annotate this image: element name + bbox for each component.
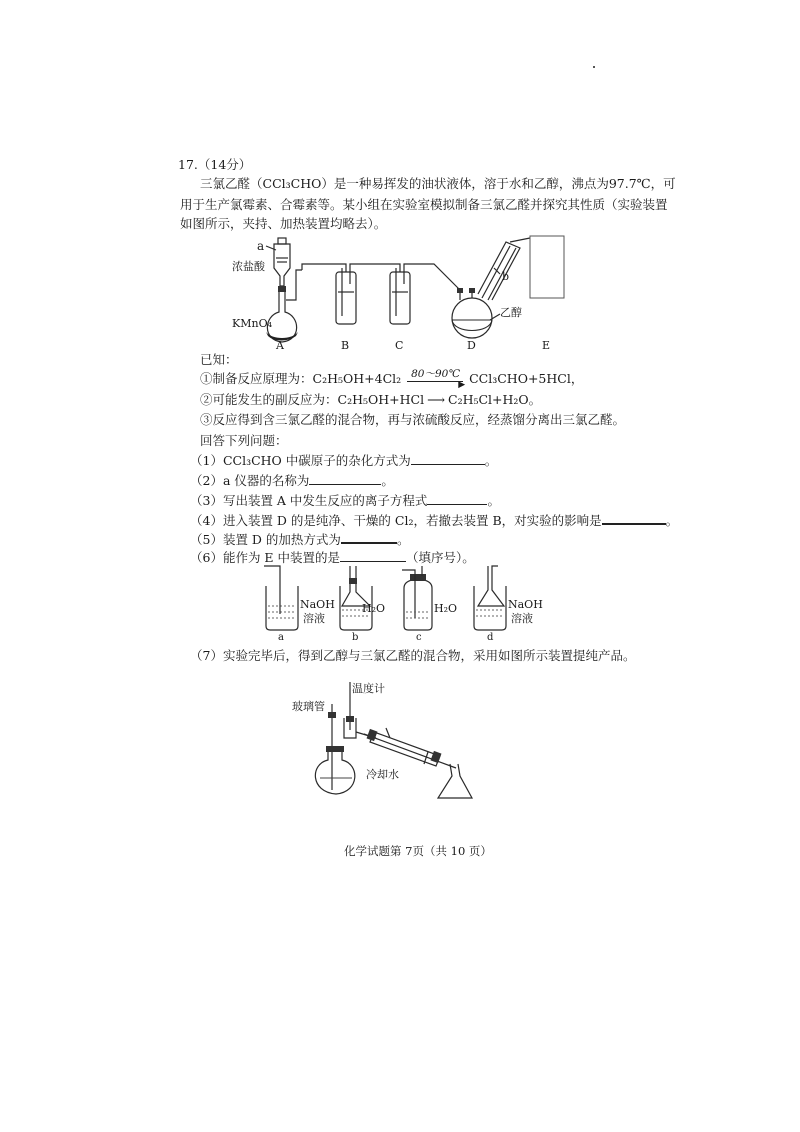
- option-b-letter: b: [352, 632, 359, 642]
- label-ethanol: 乙醇: [500, 306, 522, 319]
- wash-bottle-c: [390, 268, 410, 324]
- label-cooling-water: 冷却水: [366, 768, 399, 781]
- known-item-1: [200, 367, 584, 390]
- label-thermometer: 温度计: [352, 682, 385, 695]
- sub-question-1: （1）CCl₃CHO 中碳原子的杂化方式为 。: [190, 453, 498, 468]
- unit-label-e: E: [542, 339, 551, 352]
- option-d-letter: d: [487, 632, 494, 642]
- known-item-1-suffix: CCl₃CHO+5HCl，: [469, 371, 584, 386]
- known-item-1-prefix: ①制备反应原理为：C₂H₅OH+4Cl₂: [200, 371, 402, 386]
- distillation-flask: [315, 746, 354, 794]
- sub-question-2: （2）a 仪器的名称为 。: [190, 473, 394, 488]
- sub-question-4: （4）进入装置 D 的是纯净、干燥的 Cl₂，若撤去装置 B，对实验的影响是 。: [190, 513, 679, 528]
- answer-blank-4[interactable]: [602, 511, 666, 525]
- option-b-beaker: [340, 566, 372, 630]
- label-hcl: 浓盐酸: [232, 260, 265, 273]
- known-item-2: [200, 392, 541, 408]
- three-neck-flask-d: [452, 288, 492, 338]
- wash-bottle-b: [336, 268, 356, 324]
- answer-blank-5[interactable]: [341, 530, 397, 544]
- known-item-2-prefix: ②可能发生的副反应为：C₂H₅OH+HCl: [200, 392, 425, 407]
- arrow-icon: ⟶: [427, 392, 445, 407]
- intro-line-3: 如图所示，夹持、加热装置均略去）。: [180, 216, 387, 231]
- unit-label-c: C: [395, 339, 404, 352]
- answer-blank-6[interactable]: [340, 549, 406, 562]
- question-score: （14分）: [197, 157, 252, 172]
- option-a-beaker: [264, 566, 298, 630]
- box-e: [530, 236, 564, 298]
- sub-question-5: （5）装置 D 的加热方式为 。: [190, 532, 410, 547]
- label-kmno4: KMnO₄: [232, 317, 272, 330]
- receiving-flask: [438, 764, 472, 798]
- unit-label-b: B: [341, 339, 350, 352]
- intro-line-1: 三氯乙醛（CCl₃CHO）是一种易挥发的油状液体，溶于水和乙醇，沸点为97.7℃，可: [200, 176, 676, 191]
- label-glass-tube: 玻璃管: [292, 700, 325, 713]
- answer-blank-3[interactable]: [427, 492, 487, 505]
- answer-prompt: 回答下列问题：: [200, 433, 288, 448]
- option-c-letter: c: [416, 632, 422, 642]
- question-header: [178, 157, 251, 173]
- tube-a-b: [302, 264, 346, 272]
- label-a: a: [257, 239, 265, 253]
- option-a-reagent: NaOH: [300, 598, 335, 611]
- tube-c-d: [404, 264, 460, 290]
- option-d-reagent-2: 溶液: [511, 612, 533, 625]
- option-a-reagent-2: 溶液: [303, 612, 325, 625]
- apparatus-figure-1: [230, 228, 570, 352]
- option-d-reagent: NaOH: [508, 598, 543, 611]
- option-b-reagent: H₂O: [362, 602, 386, 615]
- answer-blank-2[interactable]: [309, 472, 381, 485]
- unit-label-d: D: [467, 339, 476, 352]
- sub-question-7: （7）实验完毕后，得到乙醇与三氯乙醛的混合物，采用如图所示装置提纯产品。: [190, 648, 636, 663]
- option-c-reagent: H₂O: [434, 602, 458, 615]
- separatory-funnel: [274, 238, 290, 292]
- absorption-options-figure: [256, 562, 546, 642]
- label-b: b: [502, 270, 510, 283]
- known-item-3: ③反应得到含三氯乙醛的混合物，再与浓硫酸反应，经蒸馏分离出三氯乙醛。: [200, 412, 626, 427]
- tube-b-c: [350, 264, 400, 272]
- question-number: 17.: [178, 157, 198, 172]
- sub-question-3: （3）写出装置 A 中发生反应的离子方程式 。: [190, 493, 500, 508]
- known-title: 已知：: [200, 352, 238, 367]
- known-item-2-suffix: C₂H₅Cl+H₂O。: [448, 392, 542, 407]
- reaction-condition: 80～90℃: [411, 367, 461, 380]
- condenser-b: [478, 238, 530, 300]
- unit-label-a: A: [276, 339, 284, 352]
- sub-question-6: （6）能作为 E 中装置的是 （填序号）。: [190, 550, 475, 565]
- condenser: [364, 728, 456, 768]
- intro-line-2: 用于生产氯霉素、合霉素等。某小组在实验室模拟制备三氯乙醛并探究其性质（实验装置: [180, 197, 668, 212]
- reaction-arrow: 80～90℃ ▶: [405, 372, 465, 388]
- answer-blank-1[interactable]: [411, 452, 485, 465]
- page-footer: 化学试题第 7页（共 10 页）: [344, 844, 492, 858]
- option-a-letter: a: [278, 632, 284, 642]
- option-d-beaker: [474, 566, 506, 630]
- option-c-bottle: [402, 566, 432, 630]
- scan-dot: [593, 66, 595, 68]
- distillation-figure: [280, 672, 480, 808]
